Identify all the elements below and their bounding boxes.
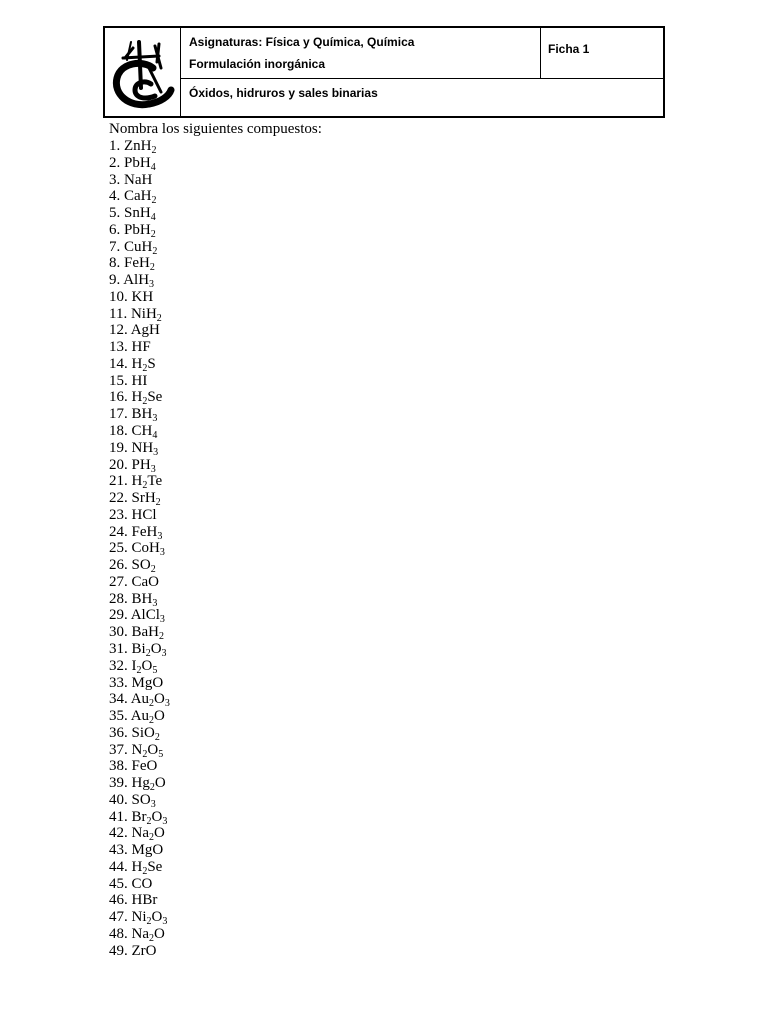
list-item (109, 792, 669, 809)
list-item (109, 272, 669, 289)
list-item (109, 490, 669, 507)
item-number: 1. (109, 138, 121, 154)
item-formula: $N_2O_5$ (131, 741, 164, 760)
list-item (109, 255, 669, 272)
item-formula: $Au_2O$ (130, 708, 165, 727)
sheet-number-label: Ficha 1 (548, 42, 590, 56)
item-number: 46. (109, 892, 128, 909)
item-number: 49. (109, 942, 128, 959)
list-item (109, 524, 669, 541)
item-formula: MgO (131, 674, 164, 691)
instructions-text: Nombra los siguientes compuestos: (109, 121, 322, 137)
school-logo-icon (109, 38, 177, 110)
item-number: 21. (109, 473, 128, 490)
item-number: 24. (109, 523, 128, 540)
list-item (109, 188, 669, 205)
list-item (109, 574, 669, 591)
item-formula: HF (131, 339, 151, 356)
list-item (109, 557, 669, 574)
list-item (109, 356, 669, 373)
item-formula: PbH$_2$ (124, 221, 156, 240)
list-item (109, 540, 669, 557)
list-item (109, 423, 669, 440)
item-number: 23. (109, 506, 128, 523)
list-item (109, 155, 669, 172)
item-number: 2. (109, 154, 121, 171)
list-item (109, 289, 669, 306)
list-item (109, 825, 669, 842)
item-formula: AgH (130, 322, 160, 339)
item-number: 13. (109, 339, 128, 356)
item-formula: $H_2Se$ (131, 389, 163, 408)
item-number: 29. (109, 607, 128, 624)
item-number: 6. (109, 221, 121, 238)
item-formula: $SO_2$ (131, 557, 156, 576)
item-number: 40. (109, 791, 128, 808)
list-item (109, 322, 669, 339)
item-formula: $Au_2O_3$ (130, 691, 170, 710)
item-formula: $PH_3$ (131, 456, 156, 475)
item-formula: $SO_3$ (131, 791, 156, 810)
item-formula: PbH$_4$ (124, 154, 156, 173)
item-formula: HI (131, 372, 148, 389)
list-item (109, 809, 669, 826)
list-item (109, 725, 669, 742)
item-formula: ZnH$_2$ (124, 138, 157, 156)
item-formula: SiO$_2$ (131, 724, 160, 743)
item-number: 34. (109, 691, 128, 708)
item-formula: CoH$_3$ (131, 540, 165, 559)
item-number: 26. (109, 557, 128, 574)
item-number: 31. (109, 640, 128, 657)
item-formula: NiH$_2$ (130, 305, 162, 324)
item-number: 4. (109, 188, 121, 205)
item-number: 27. (109, 573, 128, 590)
exercise-content (109, 121, 669, 960)
item-formula: $Na_2O$ (131, 825, 165, 844)
item-formula: HCl (131, 506, 157, 523)
list-item (109, 708, 669, 725)
item-formula: $BH_3$ (131, 590, 158, 609)
list-item (109, 691, 669, 708)
item-number: 20. (109, 456, 128, 473)
list-item (109, 473, 669, 490)
exercise-list (109, 138, 669, 960)
item-number: 41. (109, 808, 128, 825)
logo-cell (105, 28, 181, 116)
list-item (109, 172, 669, 189)
item-number: 38. (109, 758, 128, 775)
item-number: 16. (109, 389, 128, 406)
list-item (109, 658, 669, 675)
item-formula: SrH$_2$ (131, 490, 161, 509)
list-item (109, 909, 669, 926)
item-number: 33. (109, 674, 128, 691)
list-item (109, 641, 669, 658)
item-number: 19. (109, 439, 128, 456)
list-item (109, 591, 669, 608)
list-item (109, 389, 669, 406)
item-formula: FeO (131, 758, 158, 775)
item-number: 8. (109, 255, 121, 272)
list-item (109, 926, 669, 943)
item-formula: CO (131, 875, 153, 892)
item-formula: FeH$_2$ (124, 255, 155, 274)
item-number: 17. (109, 406, 128, 423)
item-formula: BaH$_2$ (131, 624, 164, 643)
item-number: 35. (109, 708, 128, 725)
item-number: 43. (109, 842, 128, 859)
item-formula: FeH$_3$ (131, 523, 163, 542)
item-number: 42. (109, 825, 128, 842)
list-item (109, 943, 669, 960)
list-item (109, 339, 669, 356)
item-formula: AlH$_3$ (123, 272, 155, 291)
item-number: 11. (109, 305, 128, 322)
list-item (109, 675, 669, 692)
item-formula: CaH$_2$ (124, 188, 157, 207)
item-number: 9. (109, 272, 121, 289)
item-number: 22. (109, 490, 128, 507)
list-item (109, 306, 669, 323)
item-formula: SnH$_4$ (124, 205, 156, 224)
list-item (109, 758, 669, 775)
item-number: 39. (109, 775, 128, 792)
item-formula: $CH_4$ (131, 423, 158, 442)
item-number: 18. (109, 423, 128, 440)
list-item (109, 239, 669, 256)
list-item (109, 607, 669, 624)
list-item (109, 859, 669, 876)
item-number: 28. (109, 590, 128, 607)
item-formula: $Hg_2O$ (131, 775, 166, 794)
list-item (109, 892, 669, 909)
subjects-label: Asignaturas: Física y Química, Química (189, 35, 415, 49)
item-number: 5. (109, 205, 121, 222)
item-number: 44. (109, 858, 128, 875)
item-formula: $I_2O_5$ (131, 657, 158, 676)
list-item (109, 457, 669, 474)
item-formula: NaH (124, 171, 153, 188)
item-number: 32. (109, 657, 128, 674)
list-item (109, 507, 669, 524)
list-item (109, 742, 669, 759)
list-item (109, 842, 669, 859)
item-formula: $Ni_2O_3$ (131, 909, 168, 928)
topic-cell (181, 79, 663, 116)
item-formula: $NH_3$ (131, 439, 159, 458)
list-item (109, 775, 669, 792)
item-number: 48. (109, 925, 128, 942)
item-number: 30. (109, 624, 128, 641)
list-item (109, 624, 669, 641)
item-number: 10. (109, 288, 128, 305)
item-formula: ZrO (131, 942, 157, 959)
item-number: 36. (109, 724, 128, 741)
item-number: 45. (109, 875, 128, 892)
sheet-number-cell (541, 28, 663, 79)
item-formula: CaO (131, 573, 159, 590)
list-item (109, 222, 669, 239)
item-formula: $Na_2O$ (131, 925, 165, 944)
list-item (109, 440, 669, 457)
title-cell (181, 28, 541, 79)
item-formula: $H_2Te$ (131, 473, 163, 492)
item-formula: MgO (131, 842, 164, 859)
item-number: 12. (109, 322, 128, 339)
topic-area-label: Formulación inorgánica (189, 57, 326, 71)
item-formula: $H_2Se$ (131, 858, 163, 877)
topic-label: Óxidos, hidruros y sales binarias (189, 86, 378, 100)
item-number: 37. (109, 741, 128, 758)
list-item (109, 205, 669, 222)
item-formula: CuH$_2$ (124, 238, 158, 257)
item-number: 47. (109, 909, 128, 926)
item-number: 3. (109, 171, 121, 188)
item-formula: $BH_3$ (131, 406, 158, 425)
item-formula: $Br_2O_3$ (131, 808, 168, 827)
item-formula: $Bi_2O_3$ (131, 640, 167, 659)
item-number: 7. (109, 238, 121, 255)
list-item (109, 373, 669, 390)
item-number: 15. (109, 372, 128, 389)
list-item (109, 876, 669, 893)
item-formula: $H_2S$ (131, 355, 156, 374)
list-item (109, 138, 669, 155)
item-formula: KH (131, 288, 154, 305)
list-item (109, 406, 669, 423)
item-formula: AlCl$_3$ (130, 607, 165, 626)
item-formula: HBr (131, 892, 158, 909)
header-table (103, 26, 665, 118)
item-number: 14. (109, 355, 128, 372)
item-number: 25. (109, 540, 128, 557)
